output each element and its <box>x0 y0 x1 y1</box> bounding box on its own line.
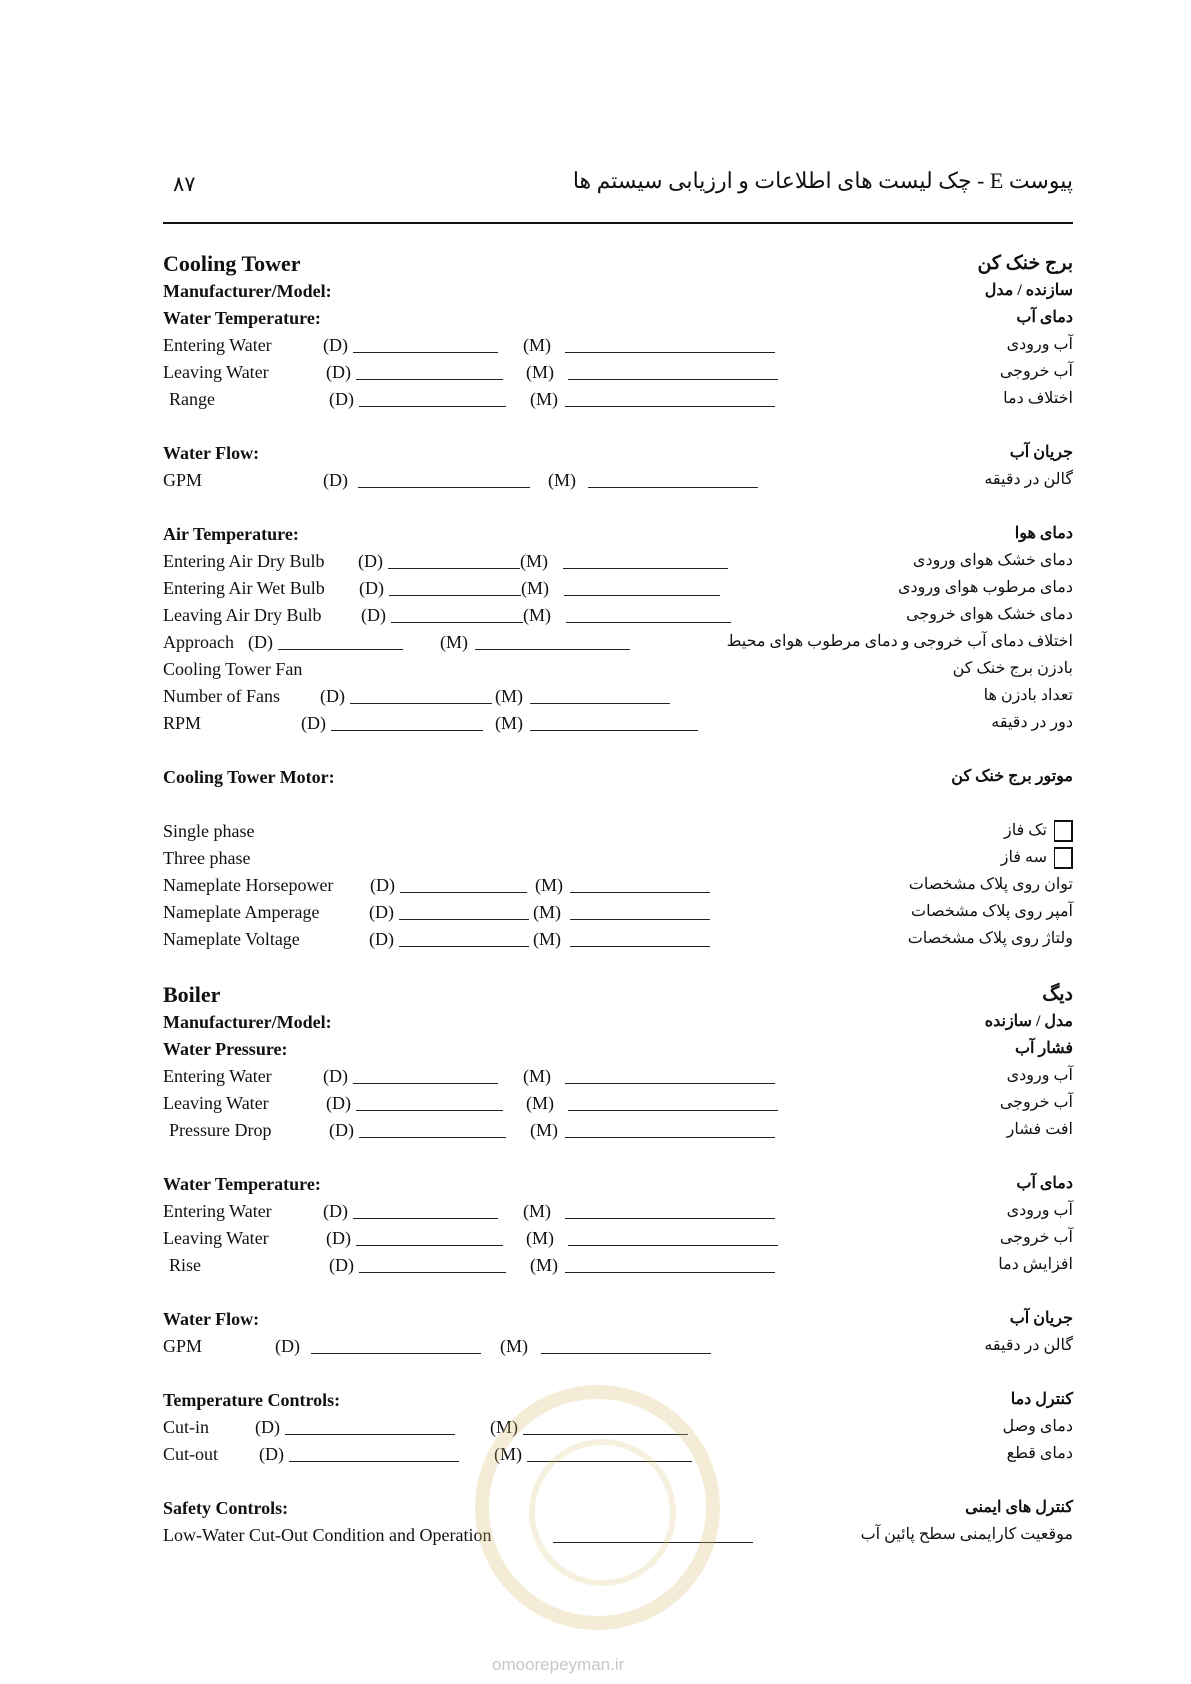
design-label: (D) <box>326 362 351 382</box>
subsection-title: Cooling Tower Motor: <box>163 767 335 787</box>
motor-single-phase-row <box>163 818 1073 845</box>
field-label: Leaving Water <box>163 1228 269 1248</box>
ct-water-temp-heading <box>163 305 1073 332</box>
design-input-line[interactable] <box>391 622 523 623</box>
subsection-title-fa: کنترل های ایمنی <box>965 1499 1073 1516</box>
ct-manufacturer-row <box>163 278 1073 305</box>
design-label: (D) <box>259 1444 284 1464</box>
page-header <box>163 168 1073 198</box>
design-label: (D) <box>329 389 354 409</box>
design-input-line[interactable] <box>311 1353 481 1354</box>
watermark-seal <box>475 1385 720 1630</box>
page-title: پیوست E - چک لیست های اطلاعات و ارزیابی سیستم ها <box>572 168 1073 193</box>
design-label: (D) <box>326 1228 351 1248</box>
field-label: Nameplate Amperage <box>163 902 320 922</box>
field-label-fa: دمای مرطوب هوای ورودی <box>897 579 1073 596</box>
field-label: GPM <box>163 470 203 490</box>
page-number: ۸۷ <box>173 172 196 196</box>
field-label-fa: گالن در دقیقه <box>984 1337 1073 1354</box>
measured-label: (M) <box>495 686 523 706</box>
measured-label: (M) <box>533 929 561 949</box>
measured-label: (M) <box>530 1120 558 1140</box>
measured-input-line[interactable] <box>570 892 710 893</box>
field-label-fa: اختلاف دمای آب خروجی و دمای مرطوب هوای محیط <box>726 633 1073 650</box>
field-label: Approach <box>163 632 234 652</box>
field-label-fa: آب خروجی <box>999 1094 1073 1111</box>
section-title: Cooling Tower <box>163 251 301 276</box>
measured-label: (M) <box>440 632 468 652</box>
field-label: Cut-out <box>163 1444 219 1464</box>
measured-label: (M) <box>490 1417 518 1437</box>
design-label: (D) <box>361 605 386 625</box>
field-label-fa: دمای وصل <box>1002 1418 1073 1435</box>
design-label: (D) <box>369 902 394 922</box>
field-label-fa: توان روی پلاک مشخصات <box>908 876 1073 893</box>
subsection-title-fa: جریان آب <box>1009 444 1073 461</box>
design-input-line[interactable] <box>353 352 498 353</box>
field-label-fa: بادزن برج خنک کن <box>952 660 1073 677</box>
field-label-fa: موقعیت کارایمنی سطح پائین آب <box>860 1526 1073 1543</box>
design-input-line[interactable] <box>399 919 529 920</box>
measured-input-line[interactable] <box>530 730 698 731</box>
ct-rpm-row <box>163 710 1073 737</box>
field-label-fa: تعداد بادزن ها <box>983 687 1073 704</box>
field-label: Cooling Tower Fan <box>163 659 303 679</box>
measured-input-line[interactable] <box>541 1353 711 1354</box>
design-input-line[interactable] <box>399 946 529 947</box>
measured-input-line[interactable] <box>565 406 775 407</box>
ct-num-fans-row <box>163 683 1073 710</box>
subsection-title-fa: دمای آب <box>1016 309 1073 326</box>
field-label-fa: سه فاز <box>1000 849 1047 866</box>
measured-input-line[interactable] <box>566 622 731 623</box>
field-label: Nameplate Voltage <box>163 929 300 949</box>
boiler-t-entering-row <box>163 1198 1073 1225</box>
field-label: Cut-in <box>163 1417 210 1437</box>
field-label: Range <box>169 389 215 409</box>
section-title-fa: دیگ <box>1042 984 1073 1005</box>
ct-air-temp-heading <box>163 521 1073 548</box>
ct-approach-row <box>163 629 1073 656</box>
subsection-title: Water Temperature: <box>163 1174 321 1194</box>
measured-input-line[interactable] <box>565 1272 775 1273</box>
field-label-fa: افت فشار <box>1006 1121 1073 1138</box>
design-input-line[interactable] <box>289 1461 459 1462</box>
subsection-title: Safety Controls: <box>163 1498 289 1518</box>
subsection-title-fa: دمای آب <box>1016 1175 1073 1192</box>
field-label-fa: دمای قطع <box>1006 1445 1073 1462</box>
design-label: (D) <box>323 1201 348 1221</box>
measured-label: (M) <box>520 551 548 571</box>
boiler-temp-heading <box>163 1171 1073 1198</box>
measured-label: (M) <box>526 1093 554 1113</box>
measured-label: (M) <box>526 1228 554 1248</box>
watermark-seal-inner <box>529 1439 676 1586</box>
design-label: (D) <box>358 551 383 571</box>
field-label: Entering Water <box>163 1066 272 1086</box>
design-input-line[interactable] <box>353 1218 498 1219</box>
measured-input-line[interactable] <box>570 919 710 920</box>
measured-input-line[interactable] <box>475 649 630 650</box>
field-label: Manufacturer/Model: <box>163 281 332 301</box>
boiler-t-leaving-row <box>163 1225 1073 1252</box>
field-label: Entering Water <box>163 1201 272 1221</box>
field-label: Nameplate Horsepower <box>163 875 334 895</box>
field-label: RPM <box>163 713 202 733</box>
design-label: (D) <box>369 929 394 949</box>
design-label: (D) <box>326 1093 351 1113</box>
design-label: (D) <box>275 1336 300 1356</box>
design-input-line[interactable] <box>356 379 503 380</box>
measured-input-line[interactable] <box>565 1083 775 1084</box>
subsection-title: Water Temperature: <box>163 308 321 328</box>
measured-label: (M) <box>523 335 551 355</box>
design-input-line[interactable] <box>388 568 520 569</box>
field-label: Single phase <box>163 821 255 841</box>
measured-input-line[interactable] <box>563 568 728 569</box>
watermark-text: omoorepeyman.ir <box>492 1655 625 1674</box>
measured-input-line[interactable] <box>568 379 778 380</box>
field-label: Manufacturer/Model: <box>163 1012 332 1032</box>
design-input-line[interactable] <box>400 892 527 893</box>
design-label: (D) <box>248 632 273 652</box>
measured-label: (M) <box>523 1201 551 1221</box>
ct-fan-heading <box>163 656 1073 683</box>
field-label: Entering Water <box>163 335 272 355</box>
field-label-fa: اختلاف دما <box>1003 390 1073 407</box>
motor-amp-row <box>163 899 1073 926</box>
ct-entering-water-row <box>163 332 1073 359</box>
field-label: GPM <box>163 1336 203 1356</box>
measured-label: (M) <box>495 713 523 733</box>
design-input-line[interactable] <box>358 487 530 488</box>
design-input-line[interactable] <box>285 1434 455 1435</box>
design-label: (D) <box>370 875 395 895</box>
field-label: Pressure Drop <box>169 1120 272 1140</box>
ct-entering-wet-row <box>163 575 1073 602</box>
field-label-fa: دور در دقیقه <box>991 714 1073 731</box>
measured-input-line[interactable] <box>564 595 720 596</box>
subsection-title: Temperature Controls: <box>163 1390 341 1410</box>
measured-label: (M) <box>548 470 576 490</box>
field-label-fa: دمای خشک هوای ورودی <box>912 552 1073 569</box>
measured-input-line[interactable] <box>568 1110 778 1111</box>
field-label-fa: تک فاز <box>1003 822 1047 839</box>
three-phase-checkbox[interactable] <box>1054 847 1073 869</box>
design-input-line[interactable] <box>356 1110 503 1111</box>
ct-leaving-dry-row <box>163 602 1073 629</box>
design-label: (D) <box>359 578 384 598</box>
boiler-rise-row <box>163 1252 1073 1279</box>
measured-label: (M) <box>521 578 549 598</box>
boiler-gpm-row <box>163 1333 1073 1360</box>
field-label-fa: آمپر روی پلاک مشخصات <box>911 903 1073 920</box>
measured-input-line[interactable] <box>570 946 710 947</box>
design-label: (D) <box>255 1417 280 1437</box>
design-label: (D) <box>323 335 348 355</box>
design-input-line[interactable] <box>278 649 403 650</box>
measured-label: (M) <box>494 1444 522 1464</box>
field-label-fa: آب ورودی <box>1006 1067 1073 1084</box>
field-label: Leaving Air Dry Bulb <box>163 605 322 625</box>
design-label: (D) <box>301 713 326 733</box>
motor-volt-row <box>163 926 1073 953</box>
measured-label: (M) <box>526 362 554 382</box>
measured-label: (M) <box>535 875 563 895</box>
measured-input-line[interactable] <box>568 1245 778 1246</box>
section-title: Boiler <box>163 982 221 1007</box>
subsection-title: Water Flow: <box>163 443 260 463</box>
field-label-fa: آب ورودی <box>1006 1202 1073 1219</box>
design-label: (D) <box>329 1120 354 1140</box>
measured-label: (M) <box>533 902 561 922</box>
measured-label: (M) <box>530 389 558 409</box>
design-input-line[interactable] <box>389 595 521 596</box>
boiler-p-drop-row <box>163 1117 1073 1144</box>
measured-label: (M) <box>523 1066 551 1086</box>
boiler-p-leaving-row <box>163 1090 1073 1117</box>
measured-input-line[interactable] <box>565 1218 775 1219</box>
measured-input-line[interactable] <box>588 487 758 488</box>
measured-label: (M) <box>500 1336 528 1356</box>
design-input-line[interactable] <box>350 703 492 704</box>
boiler-heading <box>163 982 1073 1009</box>
design-input-line[interactable] <box>356 1245 503 1246</box>
design-input-line[interactable] <box>359 1272 506 1273</box>
ct-gpm-row <box>163 467 1073 494</box>
design-input-line[interactable] <box>359 406 506 407</box>
measured-input-line[interactable] <box>530 703 670 704</box>
design-input-line[interactable] <box>359 1137 506 1138</box>
field-label-fa: دمای خشک هوای خروجی <box>906 606 1073 623</box>
ct-water-flow-heading <box>163 440 1073 467</box>
measured-label: (M) <box>530 1255 558 1275</box>
ct-entering-dry-row <box>163 548 1073 575</box>
subsection-title: Air Temperature: <box>163 524 299 544</box>
field-label: Number of Fans <box>163 686 280 706</box>
field-label-fa: مدل / سازنده <box>984 1013 1073 1030</box>
boiler-pressure-heading <box>163 1036 1073 1063</box>
boiler-manufacturer-row <box>163 1009 1073 1036</box>
subsection-title-fa: کنترل دما <box>1010 1391 1073 1408</box>
motor-hp-row <box>163 872 1073 899</box>
subsection-title: Water Pressure: <box>163 1039 288 1059</box>
cooling-tower-heading <box>163 251 1073 278</box>
field-label-fa: آب ورودی <box>1006 336 1073 353</box>
field-label-fa: ولتاژ روی پلاک مشخصات <box>907 930 1073 947</box>
subsection-title-fa: جریان آب <box>1009 1310 1073 1327</box>
section-title-fa: برج خنک کن <box>977 253 1073 274</box>
single-phase-checkbox[interactable] <box>1054 820 1073 842</box>
field-label-fa: آب خروجی <box>999 363 1073 380</box>
design-label: (D) <box>320 686 345 706</box>
design-input-line[interactable] <box>353 1083 498 1084</box>
header-rule <box>163 222 1073 224</box>
motor-three-phase-row <box>163 845 1073 872</box>
subsection-title-fa: دمای هوا <box>1014 525 1073 542</box>
field-label: Entering Air Wet Bulb <box>163 578 325 598</box>
boiler-p-entering-row <box>163 1063 1073 1090</box>
subsection-title-fa: فشار آب <box>1014 1040 1073 1057</box>
field-label: Rise <box>169 1255 202 1275</box>
field-label-fa: آب خروجی <box>999 1229 1073 1246</box>
field-label-fa: گالن در دقیقه <box>984 471 1073 488</box>
field-label-fa: افزایش دما <box>998 1256 1073 1273</box>
motor-heading <box>163 764 1073 791</box>
measured-input-line[interactable] <box>565 352 775 353</box>
field-label: Leaving Water <box>163 1093 269 1113</box>
field-label-fa: سازنده / مدل <box>984 282 1073 299</box>
field-label: Three phase <box>163 848 251 868</box>
subsection-title: Water Flow: <box>163 1309 260 1329</box>
field-label: Leaving Water <box>163 362 269 382</box>
ct-leaving-water-row <box>163 359 1073 386</box>
design-input-line[interactable] <box>331 730 483 731</box>
field-label: Low-Water Cut-Out Condition and Operation <box>163 1525 492 1545</box>
design-label: (D) <box>329 1255 354 1275</box>
design-label: (D) <box>323 1066 348 1086</box>
design-label: (D) <box>323 470 348 490</box>
measured-label: (M) <box>523 605 551 625</box>
field-label: Entering Air Dry Bulb <box>163 551 325 571</box>
measured-input-line[interactable] <box>565 1137 775 1138</box>
ct-range-row <box>163 386 1073 413</box>
subsection-title-fa: موتور برج خنک کن <box>951 768 1073 785</box>
boiler-flow-heading <box>163 1306 1073 1333</box>
